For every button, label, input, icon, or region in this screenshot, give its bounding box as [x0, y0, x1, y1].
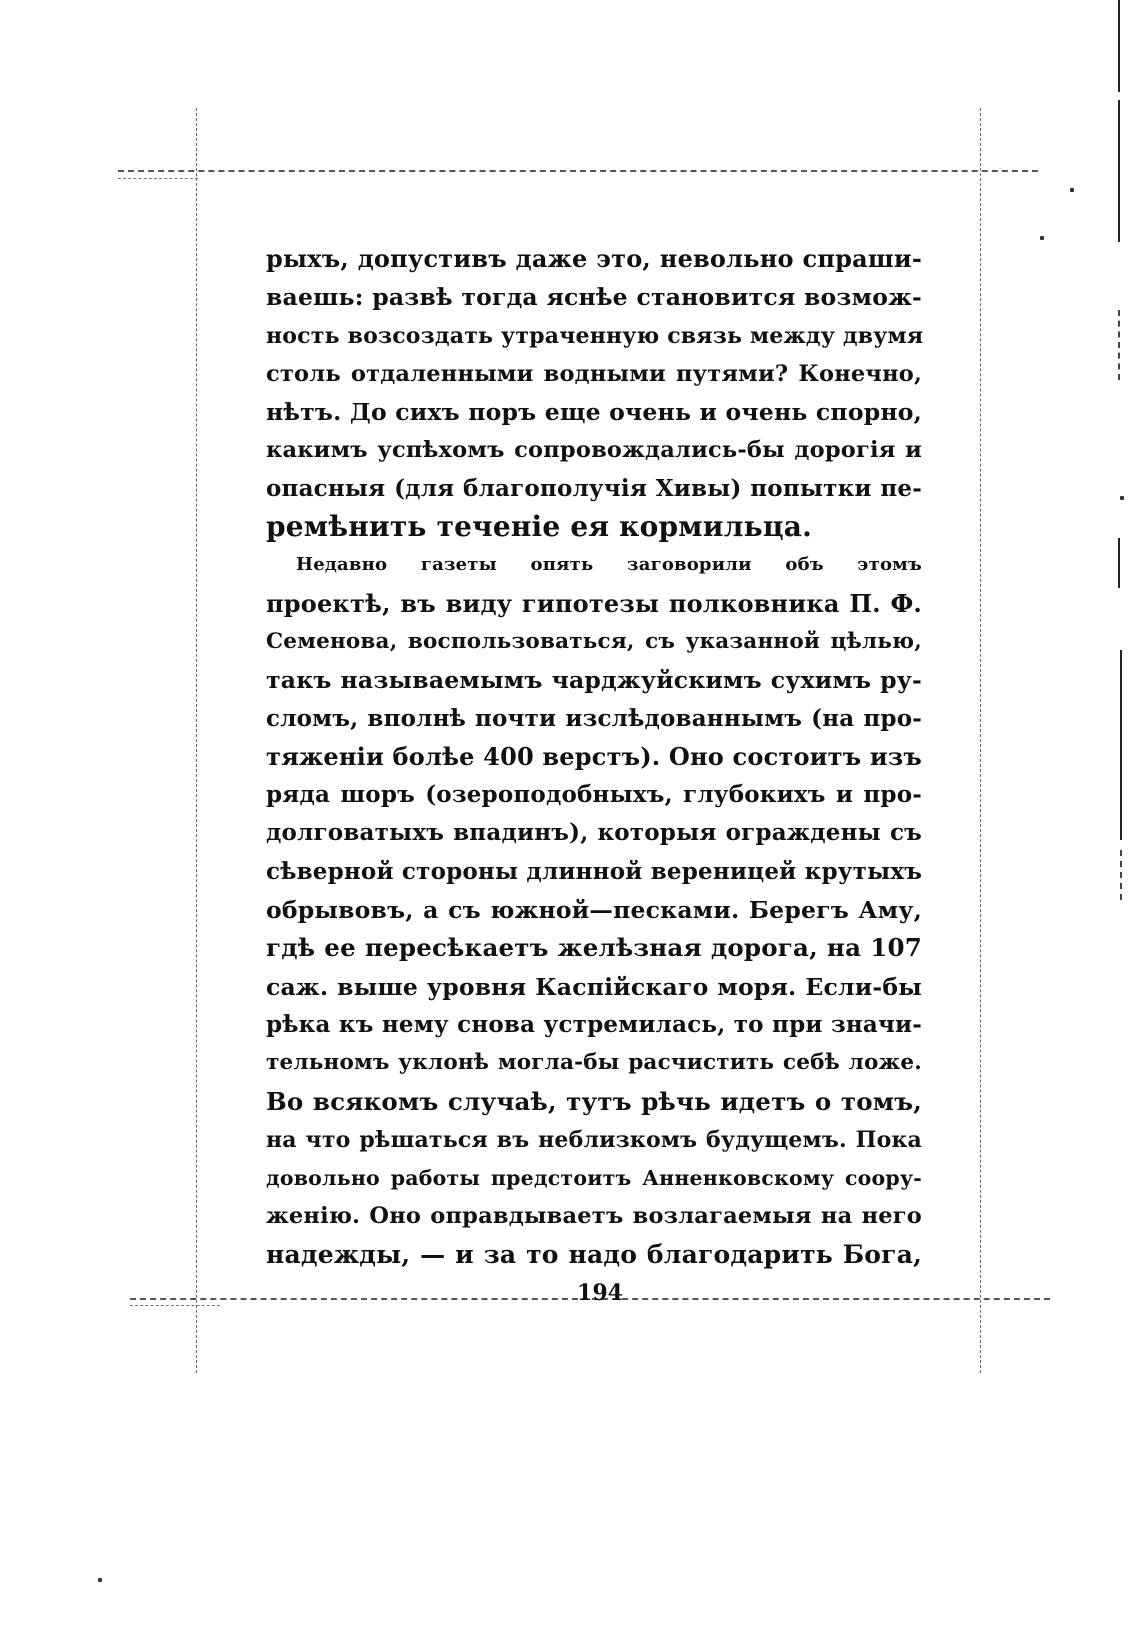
right-edge-mark — [1120, 850, 1122, 900]
right-edge-mark — [1118, 538, 1120, 588]
text-line: на что рѣшаться въ неблизкомъ будущемъ. Пока — [266, 1126, 922, 1153]
text-line: сѣверной стороны длинной вереницей крутыхъ — [266, 857, 923, 885]
margin-speck — [1070, 188, 1074, 192]
text-line: нѣтъ. До сихъ поръ еще очень и очень спорно, — [266, 398, 922, 427]
text-line: саж. выше уровня Каспійскаго моря. Если-бы — [266, 972, 922, 1001]
text-line: опасныя (для благополучія Хивы) попытки пе- — [266, 474, 922, 502]
text-line: тельномъ уклонѣ могла-бы расчистить себѣ ложе. — [266, 1050, 922, 1076]
text-line: ремѣнить теченіе ея кормильца. — [266, 510, 813, 544]
text-line: столь отдаленными водными путями? Конечно, — [266, 360, 922, 387]
text-line: ваешь: развѣ тогда яснѣе становится возмож- — [266, 283, 922, 312]
text-line: рыхъ, допустивъ даже это, невольно спраши- — [266, 244, 922, 273]
text-line: тяженіи болѣе 400 верстъ). Оно состоитъ изъ — [266, 741, 923, 771]
right-edge-mark — [1118, 100, 1120, 242]
right-crop-line — [980, 108, 981, 1373]
body-text — [266, 240, 922, 1274]
text-line: долговатыхъ впадинъ), которыя ограждены съ — [266, 819, 922, 847]
text-line: довольно работы предстоитъ Анненковскому соору- — [266, 1166, 922, 1191]
margin-speck — [1040, 236, 1044, 240]
text-line: женію. Оно оправдываетъ возлагаемыя на него — [266, 1203, 922, 1230]
right-edge-mark — [1120, 650, 1122, 840]
text-line: такъ называемымъ чарджуйскимъ сухимъ ру- — [266, 666, 922, 695]
text-line: ряда шоръ (озероподобныхъ, глубокихъ и про- — [266, 781, 922, 809]
page-number: 194 — [577, 1280, 623, 1306]
text-line: проектѣ, въ виду гипотезы полковника П. Ф. — [266, 588, 922, 618]
bottom-crop-line-secondary — [130, 1305, 220, 1306]
text-line: Семенова, воспользоваться, съ указанной цѣлью, — [266, 628, 922, 654]
text-line: сломъ, вполнѣ почти изслѣдованнымъ (на про- — [266, 704, 922, 732]
text-line: надежды, — и за то надо благодарить Бога, — [266, 1239, 922, 1269]
top-crop-line-secondary — [118, 178, 198, 179]
top-crop-line — [118, 170, 1038, 172]
text-line-paragraph-start: Недавно газеты опять заговорили объ этомъ — [296, 554, 922, 576]
text-line: ность возсоздать утраченную связь между двумя — [266, 322, 924, 349]
margin-speck — [98, 1578, 102, 1582]
text-line: обрывовъ, а съ южной—песками. Берегъ Аму, — [266, 896, 922, 925]
right-edge-mark — [1118, 0, 1120, 92]
margin-speck — [1120, 496, 1124, 500]
text-line: Во всякомъ случаѣ, тутъ рѣчь идетъ о томъ, — [266, 1086, 922, 1116]
right-edge-mark — [1118, 310, 1120, 380]
left-crop-line — [196, 108, 197, 1373]
text-line: рѣка къ нему снова устремилась, то при значи- — [266, 1010, 922, 1038]
text-line: гдѣ ее пересѣкаетъ желѣзная дорога, на 107 — [266, 933, 922, 963]
text-line: какимъ успѣхомъ сопровождались-бы дорогія и — [266, 437, 922, 464]
